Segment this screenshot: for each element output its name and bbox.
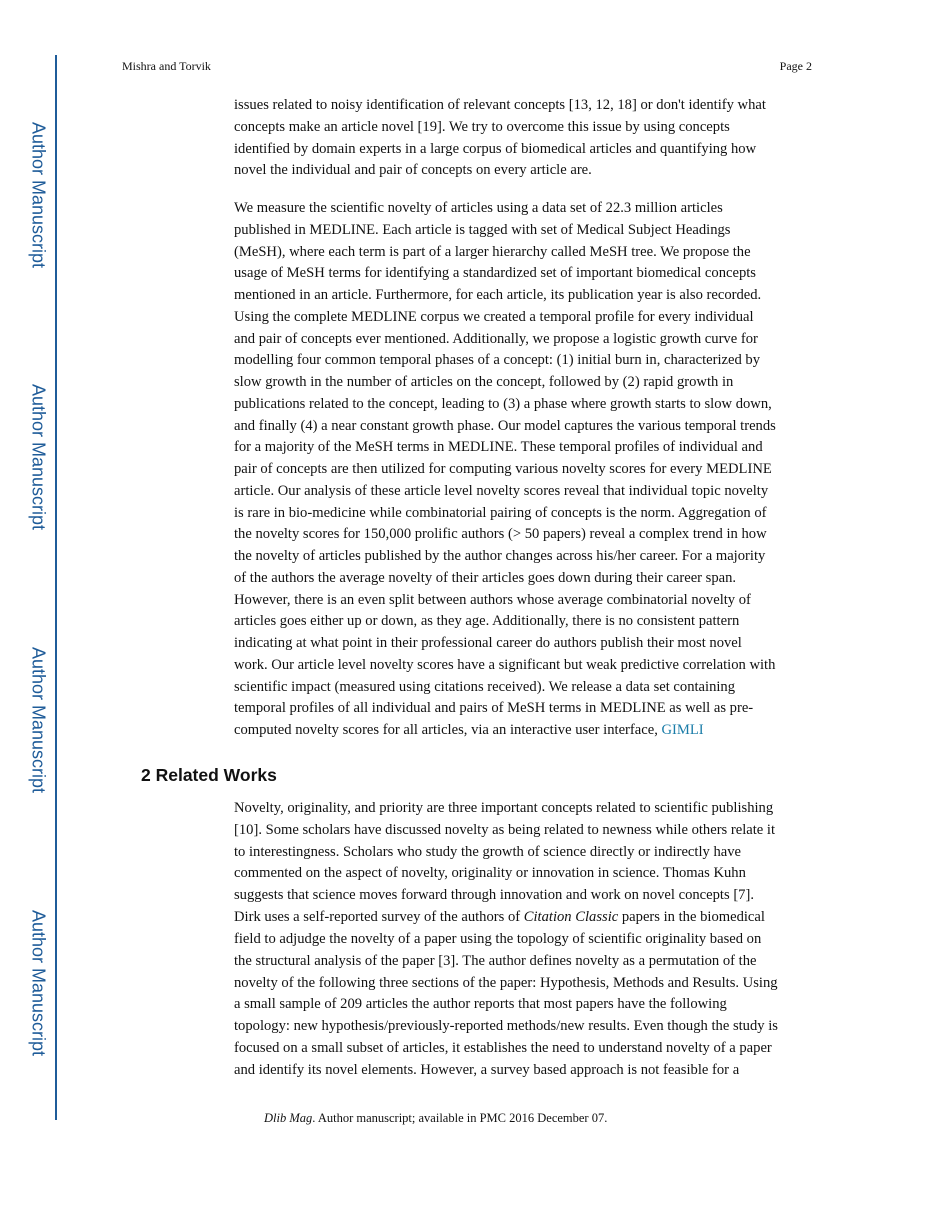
text-line [234,885,754,905]
text-line [234,416,776,436]
text-line [234,198,723,218]
text-line [234,677,735,697]
text-line [234,611,739,631]
text-line-content: usage of MeSH terms for identifying a standardized set of important biomedical concepts [234,265,756,282]
text-line-content: However, there is an even split between authors whose average combinatorial novelty of [234,591,751,608]
text-line-content: (MeSH), where each term is part of a larger hierarchy called MeSH tree. We propose the [234,243,751,260]
text-line-content: work. Our article level novelty scores have a significant but weak predictive correlation with [234,656,776,673]
text-line-content: is rare in bio-medicine while combinatorial pairing of concepts is the norm. Aggregation of [234,504,767,521]
author-manuscript-text: Author Manuscript [28,909,49,1057]
text-line-content: slow growth in the number of articles on the concept, followed by (2) rapid growth in [234,374,734,390]
author-manuscript-text: Author Manuscript [28,121,49,269]
text-line-content: modelling four common temporal phases of a concept: (1) initial burn in, characterized by [234,352,761,369]
text-line [234,139,756,159]
text-line-content: a small sample of 209 articles the author reports that most papers have the following [234,996,727,1013]
text-line [234,285,761,305]
text-line-content: publications related to the concept, leading to (3) a phase where growth starts to slow down, [234,395,772,412]
text-line-content: the structural analysis of the paper [3]. The author defines novelty as a permutation of the [234,952,757,969]
text-line [234,994,727,1014]
text-line-content: commented on the aspect of novelty, originality or innovation in science. Thomas Kuhn [234,865,746,882]
text-line [234,907,765,927]
text-line [234,459,772,479]
text-line-content: for a majority of the MeSH terms in MEDLINE. These temporal profiles of individual and [234,439,763,456]
text-line-content: pair of concepts are then utilized for computing various novelty scores for every MEDLINE [234,461,772,477]
text-line [234,929,761,949]
text-line [234,1016,778,1036]
running-header-authors: Mishra and Torvik [122,59,211,73]
text-line [234,546,765,566]
text-line-content: suggests that science moves forward through innovation and work on novel concepts [7]. [234,887,754,904]
text-line-content: indicating at what point in their professional career do authors publish their most novel [234,635,742,651]
footer-text: . Author manuscript; available in PMC 2016 December 07. [312,1111,608,1125]
text-line [234,242,751,262]
text-line [234,863,746,883]
author-manuscript-text: Author Manuscript [28,383,49,531]
text-line-content: concepts make an article novel [19]. We try to overcome this issue by using concepts [234,118,730,135]
journal-name: Dlib Mag [264,1111,313,1125]
text-line-content: We measure the scientific novelty of articles using a data set of 22.3 million articles [234,200,723,216]
text-line-content: and finally (4) a near constant growth phase. Our model captures the various temporal trends [234,417,776,434]
page-number: Page 2 [779,59,812,73]
text-line-content: computed novelty scores for all articles, via an interactive user interface, [234,722,662,738]
text-line [234,307,754,327]
text-line-content: focused on a small subset of articles, it establishes the need to understand novelty of a paper [234,1040,772,1057]
text-line-content: novelty of the following three sections of the paper: Hypothesis, Methods and Results. Using [234,974,778,991]
text-line [234,117,730,137]
text-line-content: and identify its novel elements. However, a survey based approach is not feasible for a [234,1061,740,1078]
text-line-content: the novelty of articles published by the author changes across his/her career. For a majority [234,548,766,564]
text-line [234,798,773,818]
text-line [234,372,733,392]
text-line [234,698,753,718]
text-line-content: issues related to noisy identification of relevant concepts [13, 12, 18] or don't identify what [234,97,766,113]
author-manuscript-text: Author Manuscript [28,646,49,794]
text-line [234,220,730,240]
text-line-content: identified by domain experts in a large corpus of biomedical articles and quantifying how [234,140,757,157]
text-line-content: published in MEDLINE. Each article is tagged with set of Medical Subject Headings [234,221,731,238]
text-line [234,655,775,675]
text-line-content: novel the individual and pair of concepts on every article are. [234,162,592,179]
citation-classic-italic: Citation Classic [523,909,619,926]
text-line-content: temporal profiles of all individual and pairs of MeSH terms in MEDLINE as well as pre- [234,700,754,717]
text-line [234,503,767,523]
section-heading: 2 Related Works [141,765,277,785]
text-line [234,350,760,370]
text-line [234,481,768,501]
text-line-content: topology: new hypothesis/previously-reported methods/new results. Even though the study is [234,1018,778,1035]
text-line-content: and pair of concepts ever mentioned. Additionally, we propose a logistic growth curve for [234,330,758,347]
text-line-content: mentioned in an article. Furthermore, for each article, its publication year is also recorded. [234,287,762,303]
text-line-content: [10]. Some scholars have discussed novelty as being related to newness while others relate it [234,821,776,838]
text-line-content: articles goes either up or down, as they age. Additionally, there is no consistent pattern [234,613,740,630]
gimli-link[interactable]: GIMLI [661,722,704,738]
text-line [234,394,772,414]
text-line [234,633,742,653]
text-line [234,160,592,180]
text-line-content: to interestingness. Scholars who study the growth of science directly or indirectly have [234,843,742,860]
text-line [234,842,741,862]
text-line [234,951,757,971]
text-line [234,329,758,349]
text-line [234,437,763,457]
margin-rule [55,55,57,1120]
text-line-content: Using the complete MEDLINE corpus we created a temporal profile for every individual [234,308,754,325]
text-line [234,590,751,610]
text-line [234,263,756,283]
text-line [234,1060,739,1080]
text-line [234,973,778,993]
text-line [234,1038,772,1058]
text-line-content: papers in the biomedical [618,909,765,926]
text-line [234,568,736,588]
text-line-content: of the authors the average novelty of their articles goes down during their career span. [234,569,737,586]
text-line [234,95,766,115]
text-line-content: Novelty, originality, and priority are three important concepts related to scientific publishing [234,800,774,816]
text-line [234,720,704,740]
text-line [234,524,767,544]
text-line-content: article. Our analysis of these article level novelty scores reveal that individual topic novelty [234,482,769,499]
text-line-content: scientific impact (measured using citations received). We release a data set containing [234,678,736,695]
text-line-content: the novelty scores for 150,000 prolific authors (> 50 papers) reveal a complex trend in how [234,526,767,543]
footer [264,1111,607,1126]
text-line-content: Dirk uses a self-reported survey of the authors of [234,909,524,926]
text-line-content: field to adjudge the novelty of a paper using the topology of scientific originality based on [234,930,762,947]
text-line [234,820,775,840]
